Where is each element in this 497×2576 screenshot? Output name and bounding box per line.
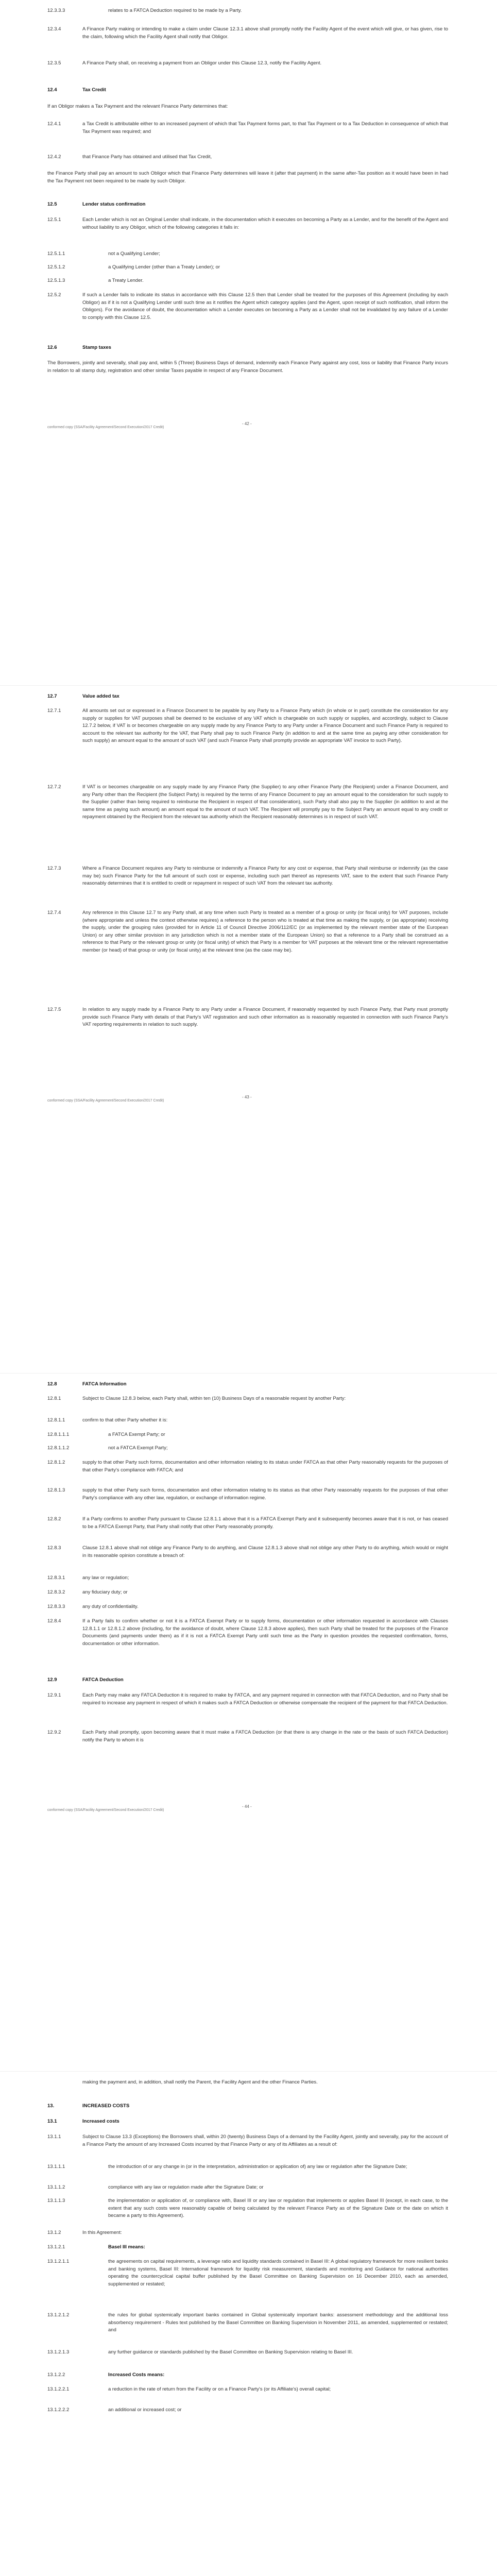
- clause-text: Each Party shall promptly, upon becoming aware that it must make a FATCA Deduction (or that there is any change in the rate or the basis of such FATCA Deduction) notify the Party to whom it is: [82, 1730, 448, 1743]
- document-page-42: [0, 0, 497, 685]
- clause-text: confirm to that other Party whether it is:: [82, 1417, 168, 1423]
- clause-text: the implementation or application of, or compliance with, Basel III or any law or regulation that implements or applies Basel III (except, in each case, to the extent that any such costs were reasonably capable of being calculated by the relevant Finance Party as of the Signature Date or the date on which it became a party to this Agreement).: [108, 2198, 448, 2218]
- clause-text: the agreements on capital requirements, a leverage ratio and liquidity standards contained in Basel III: A global regulatory framework for more resilient banks and banking systems, Basel III: International framework for liquidity risk measurement, standards and monitoring and Guidance for national authorities operating the countercyclical capital buffer published by the Basel Committee on Banking Supervision on 16 December 2010, each as amended, supplemented or restated;: [108, 2259, 448, 2287]
- clause-text: an additional or increased cost; or: [108, 2407, 182, 2413]
- clause-number: 12.8.1.1.1: [47, 1432, 70, 1437]
- clause-number: 13.: [47, 2103, 55, 2109]
- clause-number: 12.8: [47, 1381, 57, 1387]
- document-page-45: [0, 2079, 497, 2576]
- clause-number: 13.1.2: [47, 2230, 61, 2235]
- clause-heading: Value added tax: [82, 693, 119, 699]
- clause-text: If an Obligor makes a Tax Payment and the relevant Finance Party determines that:: [47, 104, 228, 109]
- clause-number: 13.1.1.1: [47, 2164, 65, 2170]
- clause-heading: FATCA Deduction: [82, 1677, 124, 1683]
- clause-text: making the payment and, in addition, shall notify the Parent, the Facility Agent and the other Finance Parties.: [82, 2079, 318, 2085]
- clause-number: 12.6: [47, 345, 57, 350]
- clause-text: If a Party confirms to another Party pursuant to Clause 12.8.1.1 above that it is a FATCA Exempt Party and it subsequently becomes aware that it is not, or has ceased to be a FATCA Exempt Party, that Party shall notify that other Party reasonably promptly.: [82, 1516, 448, 1530]
- clause-number: 13.1: [47, 2119, 57, 2124]
- page-divider: [0, 1373, 497, 1374]
- clause-number: 12.9.1: [47, 1692, 61, 1698]
- clause-number: 12.7.2: [47, 784, 61, 790]
- clause-text: any law or regulation;: [82, 1575, 129, 1581]
- footer-reference: conformed copy (SSA/Facility Agreement/Second Execution/2017 Credit): [47, 426, 164, 429]
- clause-text: Any reference in this Clause 12.7 to any Party shall, at any time when such Party is treated as a member of a group or unity (or fiscal unity) for VAT purposes, include (where appropriate and unless the context otherwise requires) a reference to the person who is treated at that time as making the supply, or (as appropriate) receiving the supply, under the grouping rules (provided for in Article 11 of Council Directive 2006/112/EC (or as implemented by the relevant member state of the European Union) or any other similar provision in any jurisdiction which is not a member state of the European Union) so that a reference to a Party shall be construed as a reference to that Party or the relevant group or unity (or fiscal unity) of which that Party is a member for VAT purposes at the relevant time or the relevant representative member (or head) of that group or unity (or fiscal unity) at the relevant time (as the case may be).: [82, 910, 448, 953]
- clause-number: 12.8.3.2: [47, 1589, 65, 1595]
- clause-text: supply to that other Party such forms, documentation and other information relating to its status as that other Party reasonably requests for the purposes of that other Party's compliance with any other law, regulation, or exchange of information regime.: [82, 1487, 448, 1501]
- clause-number: 12.8.1.2: [47, 1460, 65, 1465]
- clause-number: 12.8.3.3: [47, 1604, 65, 1609]
- clause-text: any further guidance or standards published by the Basel Committee on Banking Supervision relating to Basel III.: [108, 2349, 353, 2355]
- clause-number: 13.1.1.2: [47, 2184, 65, 2190]
- clause-text: If a Party fails to confirm whether or not it is a FATCA Exempt Party or to supply forms, documentation or other information requested in accordance with Clauses 12.8.1.1 or 12.8.1.2 above (including, for the avoidance of doubt, where Clause 12.8.3 above applies), then such Party shall be treated for the purposes of the Finance Documents (and payments under them) as if it is not a FATCA Exempt Party until such time as the Party in question provides the requested confirmation, forms, documentation or other information.: [82, 1618, 448, 1647]
- clause-text: a Qualifying Lender (other than a Treaty Lender); or: [108, 264, 220, 270]
- clause-number: 12.8.1.3: [47, 1487, 65, 1493]
- clause-text: Each Party may make any FATCA Deduction it is required to make by FATCA, and any payment required in connection with that FATCA Deduction, and no Party shall be required to increase any payment in respect of which it makes such a FATCA Deduction or otherwise compensate the recipient of the payment for that FATCA Deduction.: [82, 1692, 448, 1706]
- clause-number: 13.1.1: [47, 2134, 61, 2140]
- clause-number: 13.1.2.2.1: [47, 2386, 70, 2392]
- clause-heading: Increased Costs means:: [108, 2372, 165, 2378]
- document-page-44: [0, 1381, 497, 2071]
- document-page-43: [0, 693, 497, 1373]
- clause-text: that Finance Party has obtained and utilised that Tax Credit,: [82, 154, 212, 160]
- clause-number: 12.8.1.1: [47, 1417, 65, 1423]
- clause-number: 13.1.2.2.2: [47, 2407, 70, 2413]
- clause-number: 12.8.2: [47, 1516, 61, 1522]
- clause-number: 12.5.1.1: [47, 251, 65, 257]
- clause-number: 12.5.1.2: [47, 264, 65, 270]
- page-divider: [0, 2071, 497, 2072]
- clause-heading: Tax Credit: [82, 87, 106, 93]
- clause-text: a reduction in the rate of return from the Facility or on a Finance Party's (or its Affiliate's) overall capital;: [108, 2386, 331, 2392]
- clause-text: A Finance Party shall, on receiving a payment from an Obligor under this Clause 12.3, notify the Facility Agent.: [82, 60, 322, 66]
- page-divider: [0, 685, 497, 686]
- clause-number: 12.7: [47, 693, 57, 699]
- clause-text: relates to a FATCA Deduction required to be made by a Party.: [108, 8, 242, 13]
- clause-heading: Basel III means:: [108, 2244, 145, 2250]
- clause-text: Each Lender which is not an Original Lender shall indicate, in the documentation which it executes on becoming a Party as a Lender, and for the benefit of the Agent and without liability to any Obligor, which of the following categories it falls in:: [82, 217, 448, 230]
- page-number: - 42 -: [242, 421, 252, 426]
- clause-number: 13.1.1.3: [47, 2198, 65, 2204]
- clause-heading: Stamp taxes: [82, 345, 111, 350]
- clause-number: 12.5: [47, 201, 57, 207]
- clause-number: 12.7.5: [47, 1007, 61, 1012]
- clause-number: 13.1.2.1.1: [47, 2259, 70, 2264]
- clause-text: not a FATCA Exempt Party;: [108, 1445, 168, 1451]
- footer-reference: conformed copy (SSA/Facility Agreement/Second Execution/2017 Credit): [47, 1099, 164, 1103]
- clause-number: 12.9.2: [47, 1730, 61, 1735]
- clause-text: the introduction of or any change in (or in the interpretation, administration or application of) any law or regulation after the Signature Date;: [108, 2164, 407, 2170]
- clause-text: Subject to Clause 12.8.3 below, each Party shall, within ten (10) Business Days of a reasonable request by another Party:: [82, 1396, 346, 1401]
- clause-number: 12.3.3.3: [47, 8, 65, 13]
- clause-text: compliance with any law or regulation made after the Signature Date; or: [108, 2184, 264, 2190]
- clause-text: supply to that other Party such forms, documentation and other information relating to its status under FATCA as that other Party reasonably requests for the purposes of that other Party's compliance with FATCA; and: [82, 1460, 448, 1473]
- clause-number: 12.5.2: [47, 292, 61, 298]
- clause-text: any fiduciary duty; or: [82, 1589, 128, 1595]
- clause-number: 12.5.1.3: [47, 278, 65, 283]
- clause-number: 12.7.1: [47, 708, 61, 714]
- clause-number: 13.1.2.1.2: [47, 2312, 70, 2318]
- clause-text: a Treaty Lender.: [108, 278, 144, 283]
- clause-text: If VAT is or becomes chargeable on any supply made by any Finance Party (the Supplier) to any other Finance Party (the Recipient) under a Finance Document, and any Party other than the Recipient (the Subject Party) is required by the terms of any Finance Document to pay an amount equal to the consideration for such supply to the Supplier (rather than being required to reimburse the Recipient in respect of that consideration), such Party shall also pay to the Supplier (in addition to and at the same time as paying such amount) an amount equal to the amount of such VAT. The Recipient will promptly pay to the Subject Party an amount equal to any credit or repayment obtained by the Recipient from the relevant tax authority which the Recipient reasonably determines is in respect of such VAT.: [82, 784, 448, 820]
- clause-text: In relation to any supply made by a Finance Party to any Party under a Finance Document, if reasonably requested by such Finance Party, that Party must promptly provide such Finance Party with details of that Party's VAT registration and such other information as is reasonably requested in connection with such Finance Party's VAT reporting requirements in relation to such supply.: [82, 1007, 448, 1027]
- clause-number: 12.8.3.1: [47, 1575, 65, 1581]
- clause-text: Clause 12.8.1 above shall not oblige any Finance Party to do anything, and Clause 12.8.1.3 above shall not oblige any other Party to do anything, which would or might in its reasonable opinion constitute a breach of:: [82, 1545, 448, 1558]
- clause-number: 12.8.3: [47, 1545, 61, 1551]
- clause-text: The Borrowers, jointly and severally, shall pay and, within 5 (Three) Business Days of demand, indemnify each Finance Party against any cost, loss or liability that Finance Party incurs in relation to all stamp duty, registration and other similar Taxes payable in respect of any Finance Document.: [47, 360, 448, 374]
- clause-text: a FATCA Exempt Party; or: [108, 1432, 165, 1437]
- clause-number: 12.3.4: [47, 26, 61, 32]
- clause-text: A Finance Party making or intending to make a claim under Clause 12.3.1 above shall promptly notify the Facility Agent of the event which will give, or has given, rise to the claim, following which the Facility Agent shall notify that Obligor.: [82, 26, 448, 40]
- clause-text: If such a Lender fails to indicate its status in accordance with this Clause 12.5 then that Lender shall be treated for the purposes of this Agreement (including by each Obligor) as if it is not a Qualifying Lender until such time as it notifies the Agent which category applies (and the Agent, upon receipt of such notification, shall inform the Obligors). For the avoidance of doubt, the documentation which a Lender executes on becoming a Party as a Lender shall not be invalidated by any failure of a Lender to comply with this Clause 12.5.: [82, 292, 448, 320]
- clause-number: 12.4: [47, 87, 57, 93]
- clause-number: 13.1.2.1.3: [47, 2349, 70, 2355]
- clause-text: any duty of confidentiality.: [82, 1604, 139, 1609]
- clause-number: 12.8.1: [47, 1396, 61, 1401]
- clause-text: Subject to Clause 13.3 (Exceptions) the Borrowers shall, within 20 (twenty) Business Days of a demand by the Facility Agent, jointly and severally, pay for the account of a Finance Party the amount of any Increased Costs incurred by that Finance Party or any of its Affiliates as a result of:: [82, 2134, 448, 2147]
- clause-text: the Finance Party shall pay an amount to such Obligor which that Finance Party determines will leave it (after that payment) in the same after-Tax position as it would have been in had the Tax Payment not been required to be made by such Obligor.: [47, 171, 448, 184]
- clause-text: Where a Finance Document requires any Party to reimburse or indemnify a Finance Party for any cost or expense, that Party shall reimburse or indemnify (as the case may be) such Finance Party for the full amount of such cost or expense, including such part thereof as represents VAT, save to the extent that such Finance Party reasonably determines that it is entitled to credit or repayment in respect of such VAT from the relevant tax authority.: [82, 866, 448, 886]
- clause-heading: Lender status confirmation: [82, 201, 146, 207]
- clause-number: 12.4.2: [47, 154, 61, 160]
- clause-number: 12.8.4: [47, 1618, 61, 1624]
- footer-reference: conformed copy (SSA/Facility Agreement/Second Execution/2017 Credit): [47, 1808, 164, 1812]
- clause-number: 13.1.2.2: [47, 2372, 65, 2378]
- clause-number: 12.5.1: [47, 217, 61, 223]
- clause-text: In this Agreement:: [82, 2230, 122, 2235]
- clause-number: 12.7.3: [47, 866, 61, 871]
- clause-heading: FATCA Information: [82, 1381, 127, 1387]
- clause-number: 12.8.1.1.2: [47, 1445, 70, 1451]
- clause-number: 13.1.2.1: [47, 2244, 65, 2250]
- clause-number: 12.4.1: [47, 121, 61, 127]
- page-number: - 44 -: [242, 1804, 252, 1809]
- clause-number: 12.9: [47, 1677, 57, 1683]
- clause-heading: INCREASED COSTS: [82, 2103, 130, 2109]
- clause-text: not a Qualifying Lender;: [108, 251, 160, 257]
- clause-number: 12.7.4: [47, 910, 61, 916]
- clause-text: a Tax Credit is attributable either to an increased payment of which that Tax Payment forms part, to that Tax Payment or to a Tax Deduction in consequence of which that Tax Payment was required; and: [82, 121, 448, 134]
- clause-heading: Increased costs: [82, 2119, 119, 2124]
- clause-text: the rules for global systemically important banks contained in Global systemically important banks: assessment methodology and the additional loss absorbency requirement - Rules text published by the Basel Committee on Banking Supervision in November 2011, as amended, supplemented or restated; and: [108, 2312, 448, 2333]
- page-number: - 43 -: [242, 1095, 252, 1099]
- clause-text: All amounts set out or expressed in a Finance Document to be payable by any Party to a Finance Party which (in whole or in part) constitute the consideration for any supply or supplies for VAT purposes shall be deemed to be exclusive of any VAT which is chargeable on such supply or supplies, and accordingly, subject to Clause 12.7.2 below, if VAT is or becomes chargeable on any supply made by any Finance Party to any Party under a Finance Document and such Finance Party is required to account to the relevant tax authority for the VAT, that Party shall pay to such Finance Party (in addition to and at the same time as paying any other consideration for such supply) an amount equal to the amount of such VAT (and such Finance Party shall promptly provide an appropriate VAT invoice to such Party).: [82, 708, 448, 743]
- clause-number: 12.3.5: [47, 60, 61, 66]
